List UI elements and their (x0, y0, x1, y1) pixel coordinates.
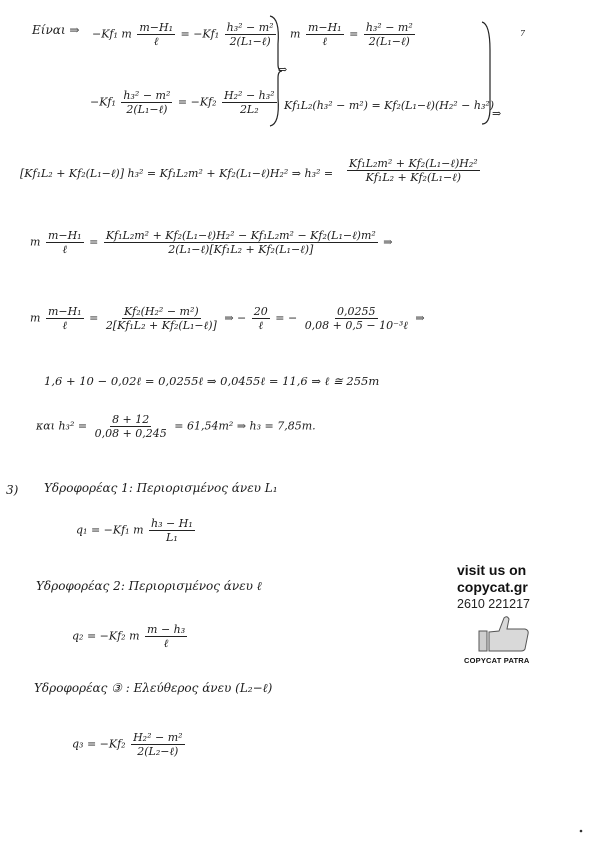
eq3-num: Kf₁L₂m² + Kf₂(L₁−ℓ)H₂² (349, 157, 478, 170)
eq4-den-a: ℓ (62, 243, 68, 256)
q3-prefix: q₃ = −Kf₂ (72, 737, 126, 751)
q2-den: ℓ (163, 637, 169, 650)
q1-den: L₁ (166, 531, 178, 544)
eq1-right-den-b: 2(L₁−ℓ) (368, 35, 410, 48)
eq5-frac-b (104, 306, 219, 331)
eq1-right (290, 22, 417, 47)
eq7-num: 8 + 12 (112, 413, 150, 426)
eq5-prefix: m (30, 311, 41, 325)
eq3-frac-body (347, 158, 480, 183)
eq5-frac-d (303, 306, 410, 331)
eq5-den-d: 0,08 + 0,5 − 10⁻³ℓ (304, 319, 408, 332)
eq1-left-prefix: −Kf₁ m (92, 27, 132, 41)
eq1-right-eq: = (349, 27, 359, 41)
eq1-right-frac-b (364, 22, 415, 47)
eq3-den: Kf₁L₂ + Kf₂(L₁−ℓ) (365, 171, 462, 184)
eq1-mid-den: 2(L₁−ℓ) (229, 35, 271, 48)
eq3-frac (345, 158, 482, 183)
right-brace (480, 20, 494, 126)
ad-line-2: copycat.gr (457, 579, 528, 595)
eq2-left-frac (121, 90, 172, 115)
aquifer-1-heading: Υδροφορέας 1: Περιορισμένος άνευ L₁ (44, 481, 278, 495)
eq5-frac-a (46, 306, 84, 331)
q3-den: 2(L₂−ℓ) (137, 745, 179, 758)
eq1-mid-num: h₃² − m² (226, 21, 274, 34)
q2-frac (145, 624, 187, 649)
eq5-num-d: 0,0255 (337, 305, 376, 318)
q1-prefix: q₁ = −Kf₁ m (76, 523, 144, 537)
q3-num: H₂² − m² (133, 731, 183, 744)
eq5-den-b: 2[Kf₁L₂ + Kf₂(L₁−ℓ)] (105, 319, 217, 332)
q1-frac (149, 518, 195, 543)
eq5 (30, 306, 425, 331)
eq5-den-c: ℓ (258, 319, 264, 332)
aquifer-2-heading: Υδροφορέας 2: Περιορισμένος άνευ ℓ (36, 579, 262, 593)
eq2-right: Kf₁L₂(h₃² − m²) = Kf₂(L₁−ℓ)(H₂² − h₃²) (284, 99, 495, 112)
eq1-left-frac (137, 22, 175, 47)
implies-arrow-1: ⇒ (278, 63, 288, 76)
thumbs-up-icon (477, 614, 533, 654)
eq4-num-a: m−H₁ (47, 229, 82, 242)
eq5-num-a: m−H₁ (47, 305, 82, 318)
eq1-left-num: m−H₁ (139, 21, 173, 34)
section-3-number: 3) (6, 483, 19, 497)
eq5-eq: = (89, 311, 99, 325)
q2-equation (72, 624, 189, 649)
eq2-left-den: 2(L₁−ℓ) (126, 103, 168, 116)
eq5-num-b: Kf₂(H₂² − m²) (123, 305, 199, 318)
implies-arrow-2: ⇒ (492, 107, 502, 120)
eq1-left-den: ℓ (153, 35, 159, 48)
eq1-right-den-a: ℓ (322, 35, 328, 48)
eq6: 1,6 + 10 − 0,02ℓ = 0,0255ℓ ⇒ 0,0455ℓ = 11,6 ⇒ ℓ ≅ 255m (44, 374, 380, 388)
eq4-arrow: ⇒ (383, 235, 393, 249)
eq2-mid-prefix: = −Kf₂ (177, 95, 217, 109)
eq5-num-c: 20 (253, 305, 268, 318)
eq1-mid-prefix: = −Kf₁ (180, 27, 220, 41)
margin-mark: 7 (520, 29, 526, 38)
q3-equation (72, 732, 187, 757)
intro-label: Είναι ⇒ (32, 23, 80, 37)
eq2-left-num: h₃² − m² (123, 89, 171, 102)
eq4-num-b: Kf₁L₂m² + Kf₂(L₁−ℓ)H₂² − Kf₁L₂m² − Kf₂(L₁−ℓ)m² (105, 229, 376, 242)
eq3-left: [Kf₁L₂ + Kf₂(L₁−ℓ)] h₃² = Kf₁L₂m² + Kf₂(L₁−ℓ)H₂² ⇒ h₃² = (20, 167, 334, 180)
eq7-den: 0,08 + 0,245 (94, 427, 167, 440)
eq5-arrow: ⇒ (415, 311, 425, 325)
ad-phone: 2610 221217 (457, 597, 530, 611)
eq4-frac-b (104, 230, 378, 255)
eq2-left (90, 90, 279, 115)
q2-num: m − h₃ (147, 623, 186, 636)
eq2-mid-den: 2L₂ (239, 103, 259, 116)
aquifer-3-heading: Υδροφορέας ③ : Ελεύθερος άνευ (L₂−ℓ) (34, 681, 273, 695)
q1-num: h₃ − H₁ (151, 517, 193, 530)
eq7-prefix: και h₃² = (36, 419, 88, 433)
eq7-frac (93, 414, 169, 439)
eq2-left-prefix: −Kf₁ (90, 95, 116, 109)
eq1-right-num-b: h₃² − m² (365, 21, 413, 34)
left-brace (268, 14, 282, 128)
eq1-left (92, 22, 278, 47)
copycat-ad (457, 562, 557, 665)
eq5-c-prefix: = − (275, 311, 298, 325)
eq1-right-frac-a (306, 22, 344, 47)
scan-dot (578, 828, 584, 834)
ad-line-1: visit us on (457, 562, 527, 578)
ad-brand: COPYCAT PATRA (464, 656, 530, 665)
eq5-frac-c (252, 306, 270, 331)
q1-equation (76, 518, 197, 543)
eq1-right-prefix: m (290, 27, 301, 41)
eq4-den-b: 2(L₁−ℓ)[Kf₁L₂ + Kf₂(L₁−ℓ)] (168, 243, 314, 256)
eq4-prefix: m (30, 235, 41, 249)
q3-frac (131, 732, 184, 757)
eq4-eq: = (89, 235, 99, 249)
eq5-den-a: ℓ (62, 319, 68, 332)
eq7-suffix: = 61,54m² ⇒ h₃ = 7,85m. (174, 419, 316, 433)
eq5-mid: ⇒ − (224, 311, 247, 325)
eq1-right-num-a: m−H₁ (307, 21, 342, 34)
eq2-mid-num: H₂² − h₃² (224, 89, 275, 102)
eq7 (36, 414, 316, 439)
q2-prefix: q₂ = −Kf₂ m (72, 629, 140, 643)
eq4-frac-a (46, 230, 84, 255)
eq4 (30, 230, 393, 255)
